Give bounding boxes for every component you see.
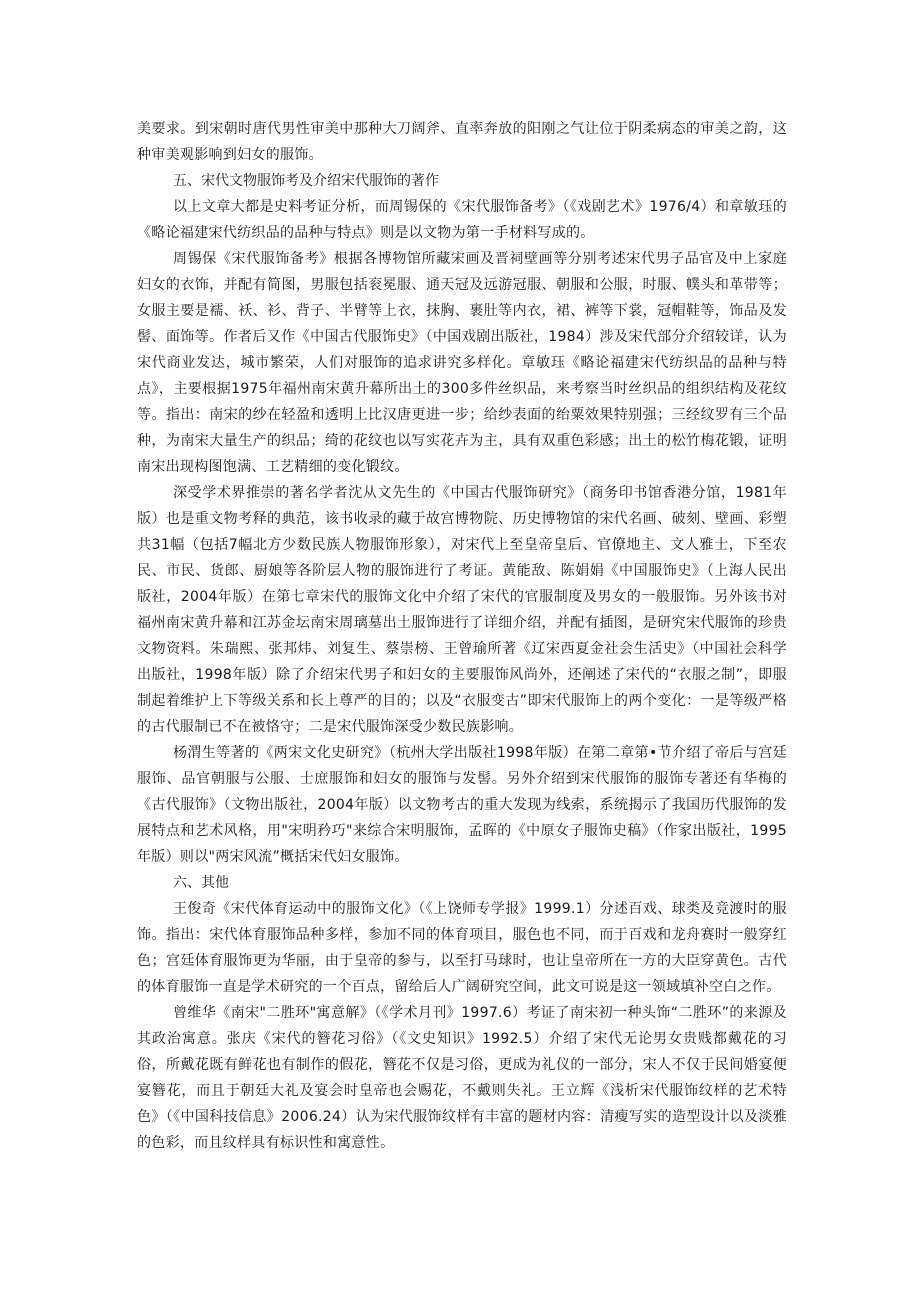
document-page bbox=[137, 116, 787, 1156]
paragraph-2: 以上文章大都是史料考证分析，而周锡保的《宋代服饰备考》（《戏剧艺术》1976/4）和章敏珏的《略论福建宋代纺织品的品种与特点》则是以文物为第一手材料写成的。 bbox=[137, 199, 787, 241]
paragraph-1: 美要求。到宋朝时唐代男性审美中那种大刀阔斧、直率奔放的阳刚之气让位于阴柔病态的审美之韵，这种审美观影响到妇女的服饰。 bbox=[137, 121, 787, 163]
paragraph-4: 深受学术界推崇的著名学者沈从文先生的《中国古代服饰研究》（商务印书馆香港分馆，1981年版）也是重文物考释的典范，该书收录的藏于故宫博物院、历史博物馆的宋代名画、破刻、壁画、彩塑共31幅（包括7幅北方少数民族人物服饰形象），对宋代上至皇帝皇后、官僚地主、文人雅士，下至农民、市民、货郎、厨娘等各阶层人物的服饰进行了考证。黄能敌、陈娟娟《中国服饰史》（上海人民出版社，2004年版）在第七章宋代的服饰文化中介绍了宋代的官服制度及男女的一般服饰。另外该书对福州南宋黄升幕和江苏金坛南宋周璃墓出土服饰进行了详细介绍，并配有插图，是研究宋代服饰的珍贵文物资料。朱瑞熙、张邦炜、刘复生、蔡崇榜、王曾瑜所著《辽宋西夏金社会生活史》（中国社会科学出版社，1998年版）除了介绍宋代男子和妇女的主要服饰风尚外，还阐述了宋代的“衣服之制”，即服制起着维护上下等级关系和长上尊严的目的；以及“衣服变古”即宋代服饰上的两个变化：一是等级严格的古代服制已不在被恪守；二是宋代服饰深受少数民族影响。 bbox=[137, 485, 787, 735]
paragraph-7: 曾维华《南宋"二胜环"寓意解》（《学术月刊》1997.6）考证了南宋初一种头饰“二胜环”的来源及其政治寓意。张庆《宋代的簪花习俗》（《文史知识》1992.5）介绍了宋代无论男女贵贱都戴花的习俗，所戴花既有鲜花也有制作的假花，簪花不仅是习俗，更成为礼仪的一部分，宋人不仅于民间婚宴便宴簪花，而且于朝廷大礼及宴会时皇帝也会赐花，不戴则失礼。王立辉《浅析宋代服饰纹样的艺术特色》（《中国科技信息》2006.24）认为宋代服饰纹样有丰富的题材内容：清瘦写实的造型设计以及淡雅的色彩，而且纹样具有标识性和寓意性。 bbox=[137, 1005, 787, 1151]
section-heading-5: 五、宋代文物服饰考及介绍宋代服饰的著作 bbox=[173, 173, 439, 189]
paragraph-6: 王俊奇《宋代体育运动中的服饰文化》（《上饶师专学报》1999.1）分述百戏、球类及竞渡时的服饰。指出：宋代体育服饰品种多样，参加不同的体育项目，服色也不同，而于百戏和龙舟赛时一般穿红色；宫廷体育服饰更为华丽，由于皇帝的参与，以至打马球时，也让皇帝所在一方的大臣穿黄色。古代的体育服饰一直是学术研究的一个百点，留给后人广阔研究空间，此文可说是这一领域填补空白之作。 bbox=[137, 901, 787, 995]
paragraph-5: 杨渭生等著的《两宋文化史研究》（杭州大学出版社1998年版）在第二章第•节介绍了帝后与宫廷服饰、品官朝服与公服、士庶服饰和妇女的服饰与发髻。另外介绍到宋代服饰的服饰专著还有华梅的《古代服饰》（文物出版社，2004年版）以文物考古的重大发现为线索，系统揭示了我国历代服饰的发展特点和艺术风格，用"宋明矜巧"来综合宋明服饰，孟晖的《中原女子服饰史稿》（作家出版社，1995年版）则以"两宋风流”概括宋代妇女服饰。 bbox=[137, 745, 787, 865]
section-heading-6: 六、其他 bbox=[173, 875, 229, 891]
paragraph-3: 周锡保《宋代服饰备考》根据各博物馆所藏宋画及晋祠壁画等分别考述宋代男子品官及中上家庭妇女的衣饰，并配有简图，男服包括衮冕服、通天冠及远游冠服、朝服和公服，时服、幞头和革带等；女服主要是襦、袄、衫、背子、半臂等上衣，抹胸、裹肚等内衣，裙、裤等下裳，冠帽鞋等，饰品及发髻、面饰等。作者后又作《中国古代服饰史》（中国戏剧出版社，1984）涉及宋代部分介绍较详，认为宋代商业发达，城市繁荣，人们对服饰的追求讲究多样化。章敏珏《略论福建宋代纺织品的品种与特点》，主要根据1975年福州南宋黄升幕所出土的300多件丝织品，来考察当时丝织品的组织结构及花纹等。指出：南宋的纱在轻盈和透明上比汉唐更进一步；给纱表面的绐粟效果特别强；三经纹罗有三个品种，为南宋大量生产的织品；绮的花纹也以写实花卉为主，具有双重色彩感；出土的松竹梅花锻，证明南宋出现构图饱满、工艺精细的变化锻纹。 bbox=[137, 251, 787, 475]
